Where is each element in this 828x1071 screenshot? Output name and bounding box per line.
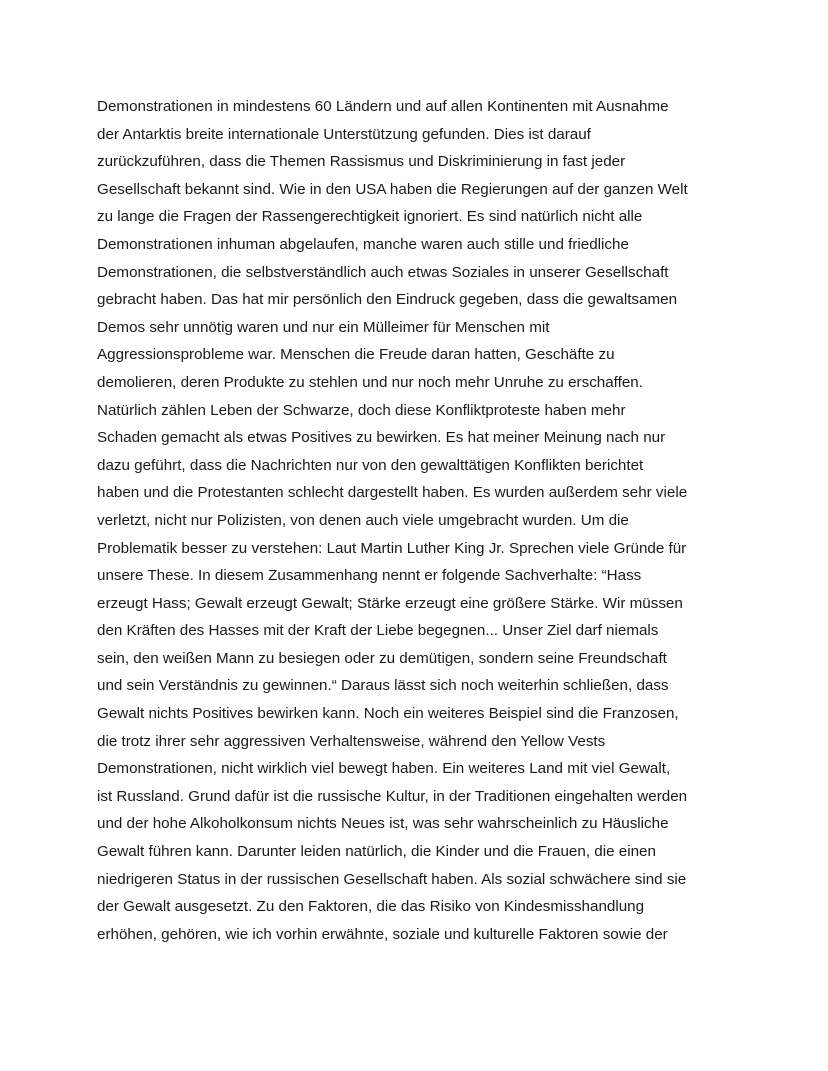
text-line-22: und sein Verständnis zu gewinnen.“ Daraus lässt sich noch weiterhin schließen, dass: [97, 677, 669, 695]
text-line-8: gebracht haben. Das hat mir persönlich den Eindruck gegeben, dass die gewaltsamen: [97, 291, 678, 309]
text-line-2: der Antarktis breite internationale Unterstützung gefunden. Dies ist darauf: [97, 125, 591, 143]
text-line-25: Demonstrationen, nicht wirklich viel bewegt haben. Ein weiteres Land mit viel Gewalt,: [97, 760, 671, 778]
text-line-12: Natürlich zählen Leben der Schwarze, doch diese Konfliktproteste haben mehr: [97, 401, 626, 419]
text-line-29: niedrigeren Status in der russischen Gesellschaft haben. Als sozial schwächere sind sie: [97, 870, 687, 888]
text-line-19: erzeugt Hass; Gewalt erzeugt Gewalt; Stärke erzeugt eine größere Stärke. Wir müssen: [97, 594, 683, 612]
text-line-9: Demos sehr unnötig waren und nur ein Mülleimer für Menschen mit: [97, 318, 550, 336]
text-line-21: sein, den weißen Mann zu besiegen oder zu demütigen, sondern seine Freundschaft: [97, 649, 667, 667]
text-line-7: Demonstrationen, die selbstverständlich auch etwas Soziales in unserer Gesellschaft: [97, 263, 669, 281]
text-line-6: Demonstrationen inhuman abgelaufen, manche waren auch stille und friedliche: [97, 235, 629, 253]
text-line-18: unsere These. In diesem Zusammenhang nennt er folgende Sachverhalte: “Hass: [97, 567, 642, 585]
text-line-24: die trotz ihrer sehr aggressiven Verhaltensweise, während den Yellow Vests: [97, 732, 606, 750]
text-line-16: verletzt, nicht nur Polizisten, von denen auch viele umgebracht wurden. Um die: [97, 511, 629, 529]
text-line-13: Schaden gemacht als etwas Positives zu bewirken. Es hat meiner Meinung nach nur: [97, 429, 666, 447]
text-line-23: Gewalt nichts Positives bewirken kann. Noch ein weiteres Beispiel sind die Franzosen,: [97, 705, 679, 723]
text-line-28: Gewalt führen kann. Darunter leiden natürlich, die Kinder und die Frauen, die einen: [97, 843, 656, 861]
text-line-20: den Kräften des Hasses mit der Kraft der Liebe begegnen... Unser Ziel darf niemals: [97, 622, 659, 640]
text-line-10: Aggressionsprobleme war. Menschen die Freude daran hatten, Geschäfte zu: [97, 346, 615, 364]
text-line-15: haben und die Protestanten schlecht dargestellt haben. Es wurden außerdem sehr viele: [97, 484, 688, 502]
body-text: [97, 93, 737, 948]
text-line-14: dazu geführt, dass die Nachrichten nur von den gewalttätigen Konflikten berichtet: [97, 456, 644, 474]
text-line-1: Demonstrationen in mindestens 60 Ländern und auf allen Kontinenten mit Ausnahme: [97, 98, 669, 115]
text-line-27: und der hohe Alkoholkonsum nichts Neues ist, was sehr wahrscheinlich zu Häusliche: [97, 815, 669, 833]
text-line-17: Problematik besser zu verstehen: Laut Martin Luther King Jr. Sprechen viele Gründe für: [97, 539, 687, 557]
text-line-11: demolieren, deren Produkte zu stehlen und nur noch mehr Unruhe zu erschaffen.: [97, 373, 643, 391]
text-line-4: Gesellschaft bekannt sind. Wie in den USA haben die Regierungen auf der ganzen Welt: [97, 180, 688, 198]
text-line-3: zurückzuführen, dass die Themen Rassismus und Diskriminierung in fast jeder: [97, 153, 626, 171]
text-line-31: erhöhen, gehören, wie ich vorhin erwähnte, soziale und kulturelle Faktoren sowie der: [97, 925, 668, 943]
text-line-26: ist Russland. Grund dafür ist die russische Kultur, in der Traditionen eingehalten werden: [97, 787, 688, 805]
text-line-30: der Gewalt ausgesetzt. Zu den Faktoren, die das Risiko von Kindesmisshandlung: [97, 898, 645, 916]
text-line-5: zu lange die Fragen der Rassengerechtigkeit ignoriert. Es sind natürlich nicht alle: [97, 208, 643, 226]
